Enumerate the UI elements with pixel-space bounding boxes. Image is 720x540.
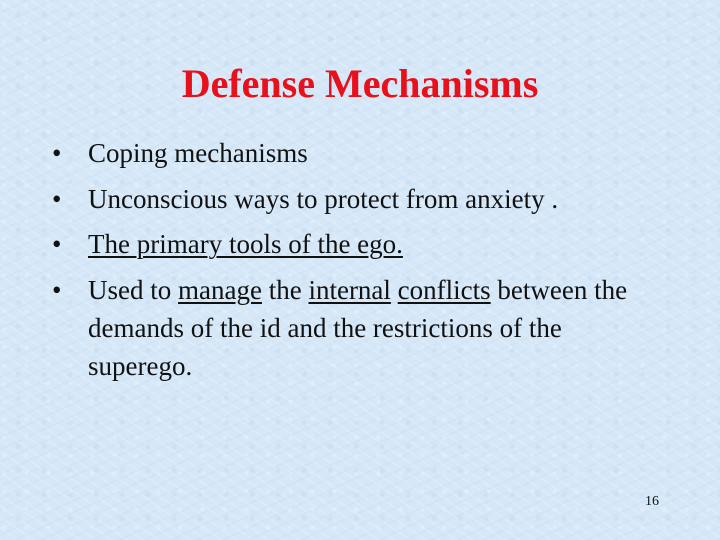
bullet-item bbox=[52, 271, 672, 385]
underlined-word-conflicts: conflicts bbox=[397, 274, 491, 305]
underlined-word-manage: manage bbox=[178, 274, 262, 305]
slide-title: Defense Mechanisms bbox=[181, 61, 539, 106]
bullet-item bbox=[52, 180, 672, 218]
text-segment bbox=[391, 275, 398, 305]
bullet-marker: • bbox=[52, 138, 62, 168]
bullet-item bbox=[52, 225, 672, 263]
bullet-marker: • bbox=[52, 229, 62, 259]
bullet-item bbox=[52, 134, 672, 172]
text-segment: the bbox=[261, 274, 309, 305]
page-number: 16 bbox=[645, 494, 659, 509]
underlined-word-internal: internal bbox=[308, 274, 391, 305]
bullet-text-underlined: The primary tools of the ego. bbox=[88, 229, 403, 259]
bullet-marker: • bbox=[52, 183, 62, 214]
bullet-marker: • bbox=[52, 274, 62, 305]
bullet-text bbox=[88, 275, 627, 381]
text-segment: Used to bbox=[88, 274, 178, 305]
bullet-text: Coping mechanisms bbox=[88, 138, 308, 168]
bullet-list bbox=[52, 134, 672, 392]
bullet-text: Unconscious ways to protect from anxiety . bbox=[88, 183, 559, 214]
text-segment: between the demands of the id and the restrictions of the superego. bbox=[88, 274, 628, 381]
